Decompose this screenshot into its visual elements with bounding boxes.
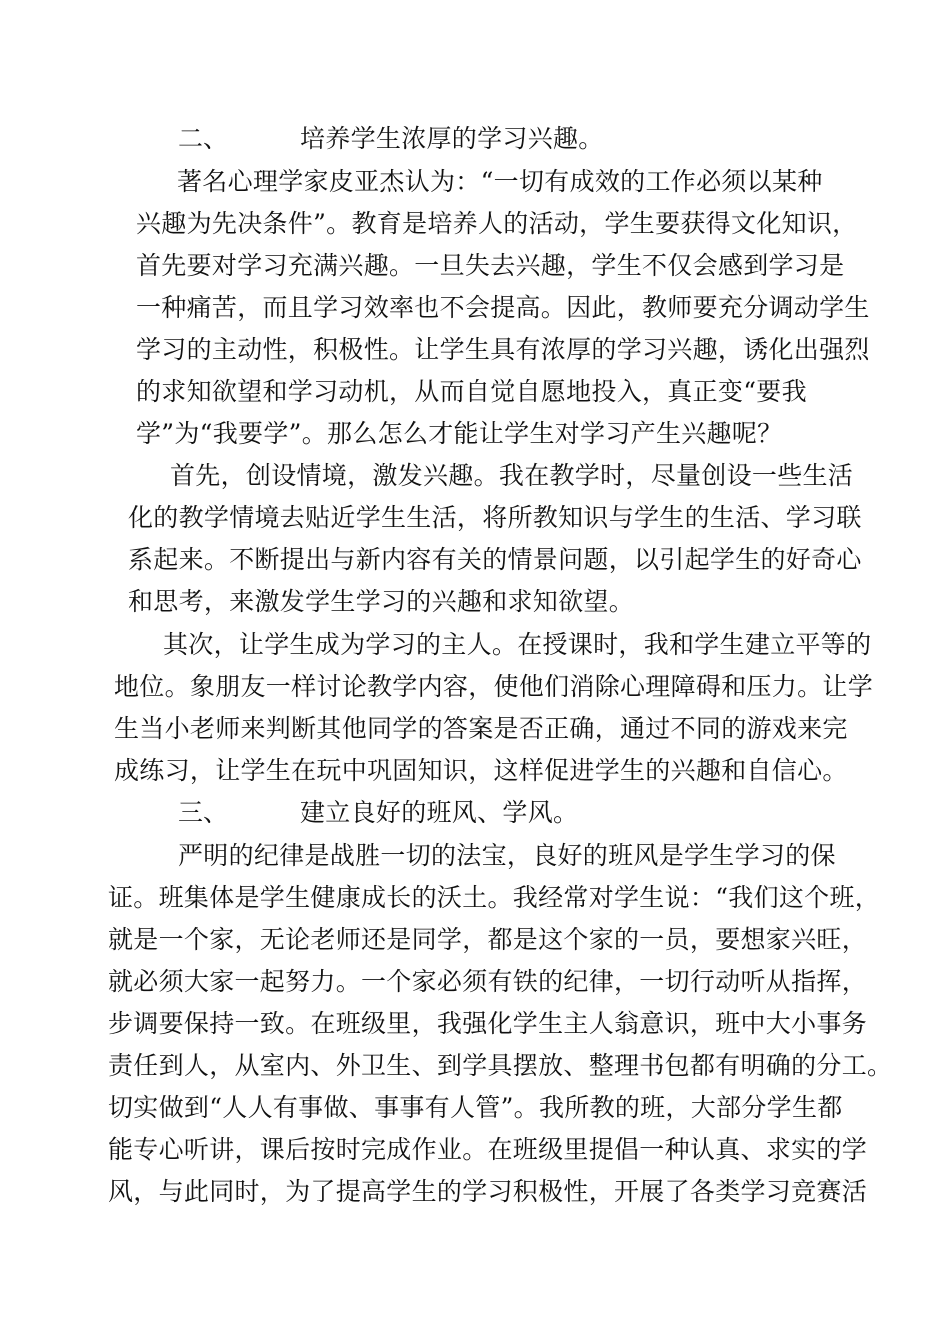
section-number: 三、 (178, 798, 229, 827)
text-line: 步调要保持一致。在班级里，我强化学生主人翁意识，班中大小事务 (108, 1009, 868, 1038)
text-line: 和思考，来激发学生学习的兴趣和求知欲望。 (128, 587, 635, 616)
text-line: 就是一个家，无论老师还是同学，都是这个家的一员，要想家兴旺， (108, 925, 868, 954)
text-line: 地位。象朋友一样讨论教学内容，使他们消除心理障碍和压力。让学 (114, 672, 874, 701)
text-line: 生当小老师来判断其他同学的答案是否正确，通过不同的游戏来完 (114, 714, 848, 743)
section-title: 建立良好的班风、学风。 (300, 798, 579, 827)
text-line: 学”为“我要学”。那么怎么才能让学生对学习产生兴趣呢？ (136, 419, 783, 448)
text-line: 就必须大家一起努力。一个家必须有铁的纪律，一切行动听从指挥， (108, 967, 868, 996)
text-line: 风，与此同时，为了提高学生的学习积极性，开展了各类学习竞赛活 (108, 1177, 868, 1206)
text-line: 严明的纪律是战胜一切的法宝，良好的班风是学生学习的保 (178, 841, 836, 870)
text-line: 首先要对学习充满兴趣。一旦失去兴趣，学生不仅会感到学习是 (136, 251, 845, 280)
text-line: 化的教学情境去贴近学生生活，将所教知识与学生的生活、学习联 (128, 503, 862, 532)
text-line: 兴趣为先决条件”。教育是培养人的活动，学生要获得文化知识， (136, 209, 858, 238)
text-line: 的求知欲望和学习动机，从而自觉自愿地投入，真正变“要我 (136, 377, 807, 406)
section-title: 培养学生浓厚的学习兴趣。 (300, 124, 604, 153)
text-line: 著名心理学家皮亚杰认为：“一切有成效的工作必须以某种 (177, 167, 823, 196)
text-line: 能专心听讲，课后按时完成作业。在班级里提倡一种认真、求实的学 (108, 1135, 868, 1164)
text-line: 成练习，让学生在玩中巩固知识，这样促进学生的兴趣和自信心。 (114, 756, 848, 785)
text-line: 切实做到“人人有事做、事事有人管”。我所教的班，大部分学生都 (108, 1093, 843, 1122)
text-line: 责任到人，从室内、外卫生、到学具摆放、整理书包都有明确的分工。 (108, 1051, 893, 1080)
text-line: 学习的主动性，积极性。让学生具有浓厚的学习兴趣，诱化出强烈 (136, 335, 870, 364)
text-line: 一种痛苦，而且学习效率也不会提高。因此，教师要充分调动学生 (136, 293, 870, 322)
text-line: 证。班集体是学生健康成长的沃土。我经常对学生说：“我们这个班， (108, 883, 881, 912)
section-number: 二、 (178, 124, 229, 153)
text-line: 其次，让学生成为学习的主人。在授课时，我和学生建立平等的 (163, 630, 872, 659)
text-line: 首先，创设情境，激发兴趣。我在教学时，尽量创设一些生活 (170, 461, 854, 490)
text-line: 系起来。不断提出与新内容有关的情景问题，以引起学生的好奇心 (128, 545, 862, 574)
